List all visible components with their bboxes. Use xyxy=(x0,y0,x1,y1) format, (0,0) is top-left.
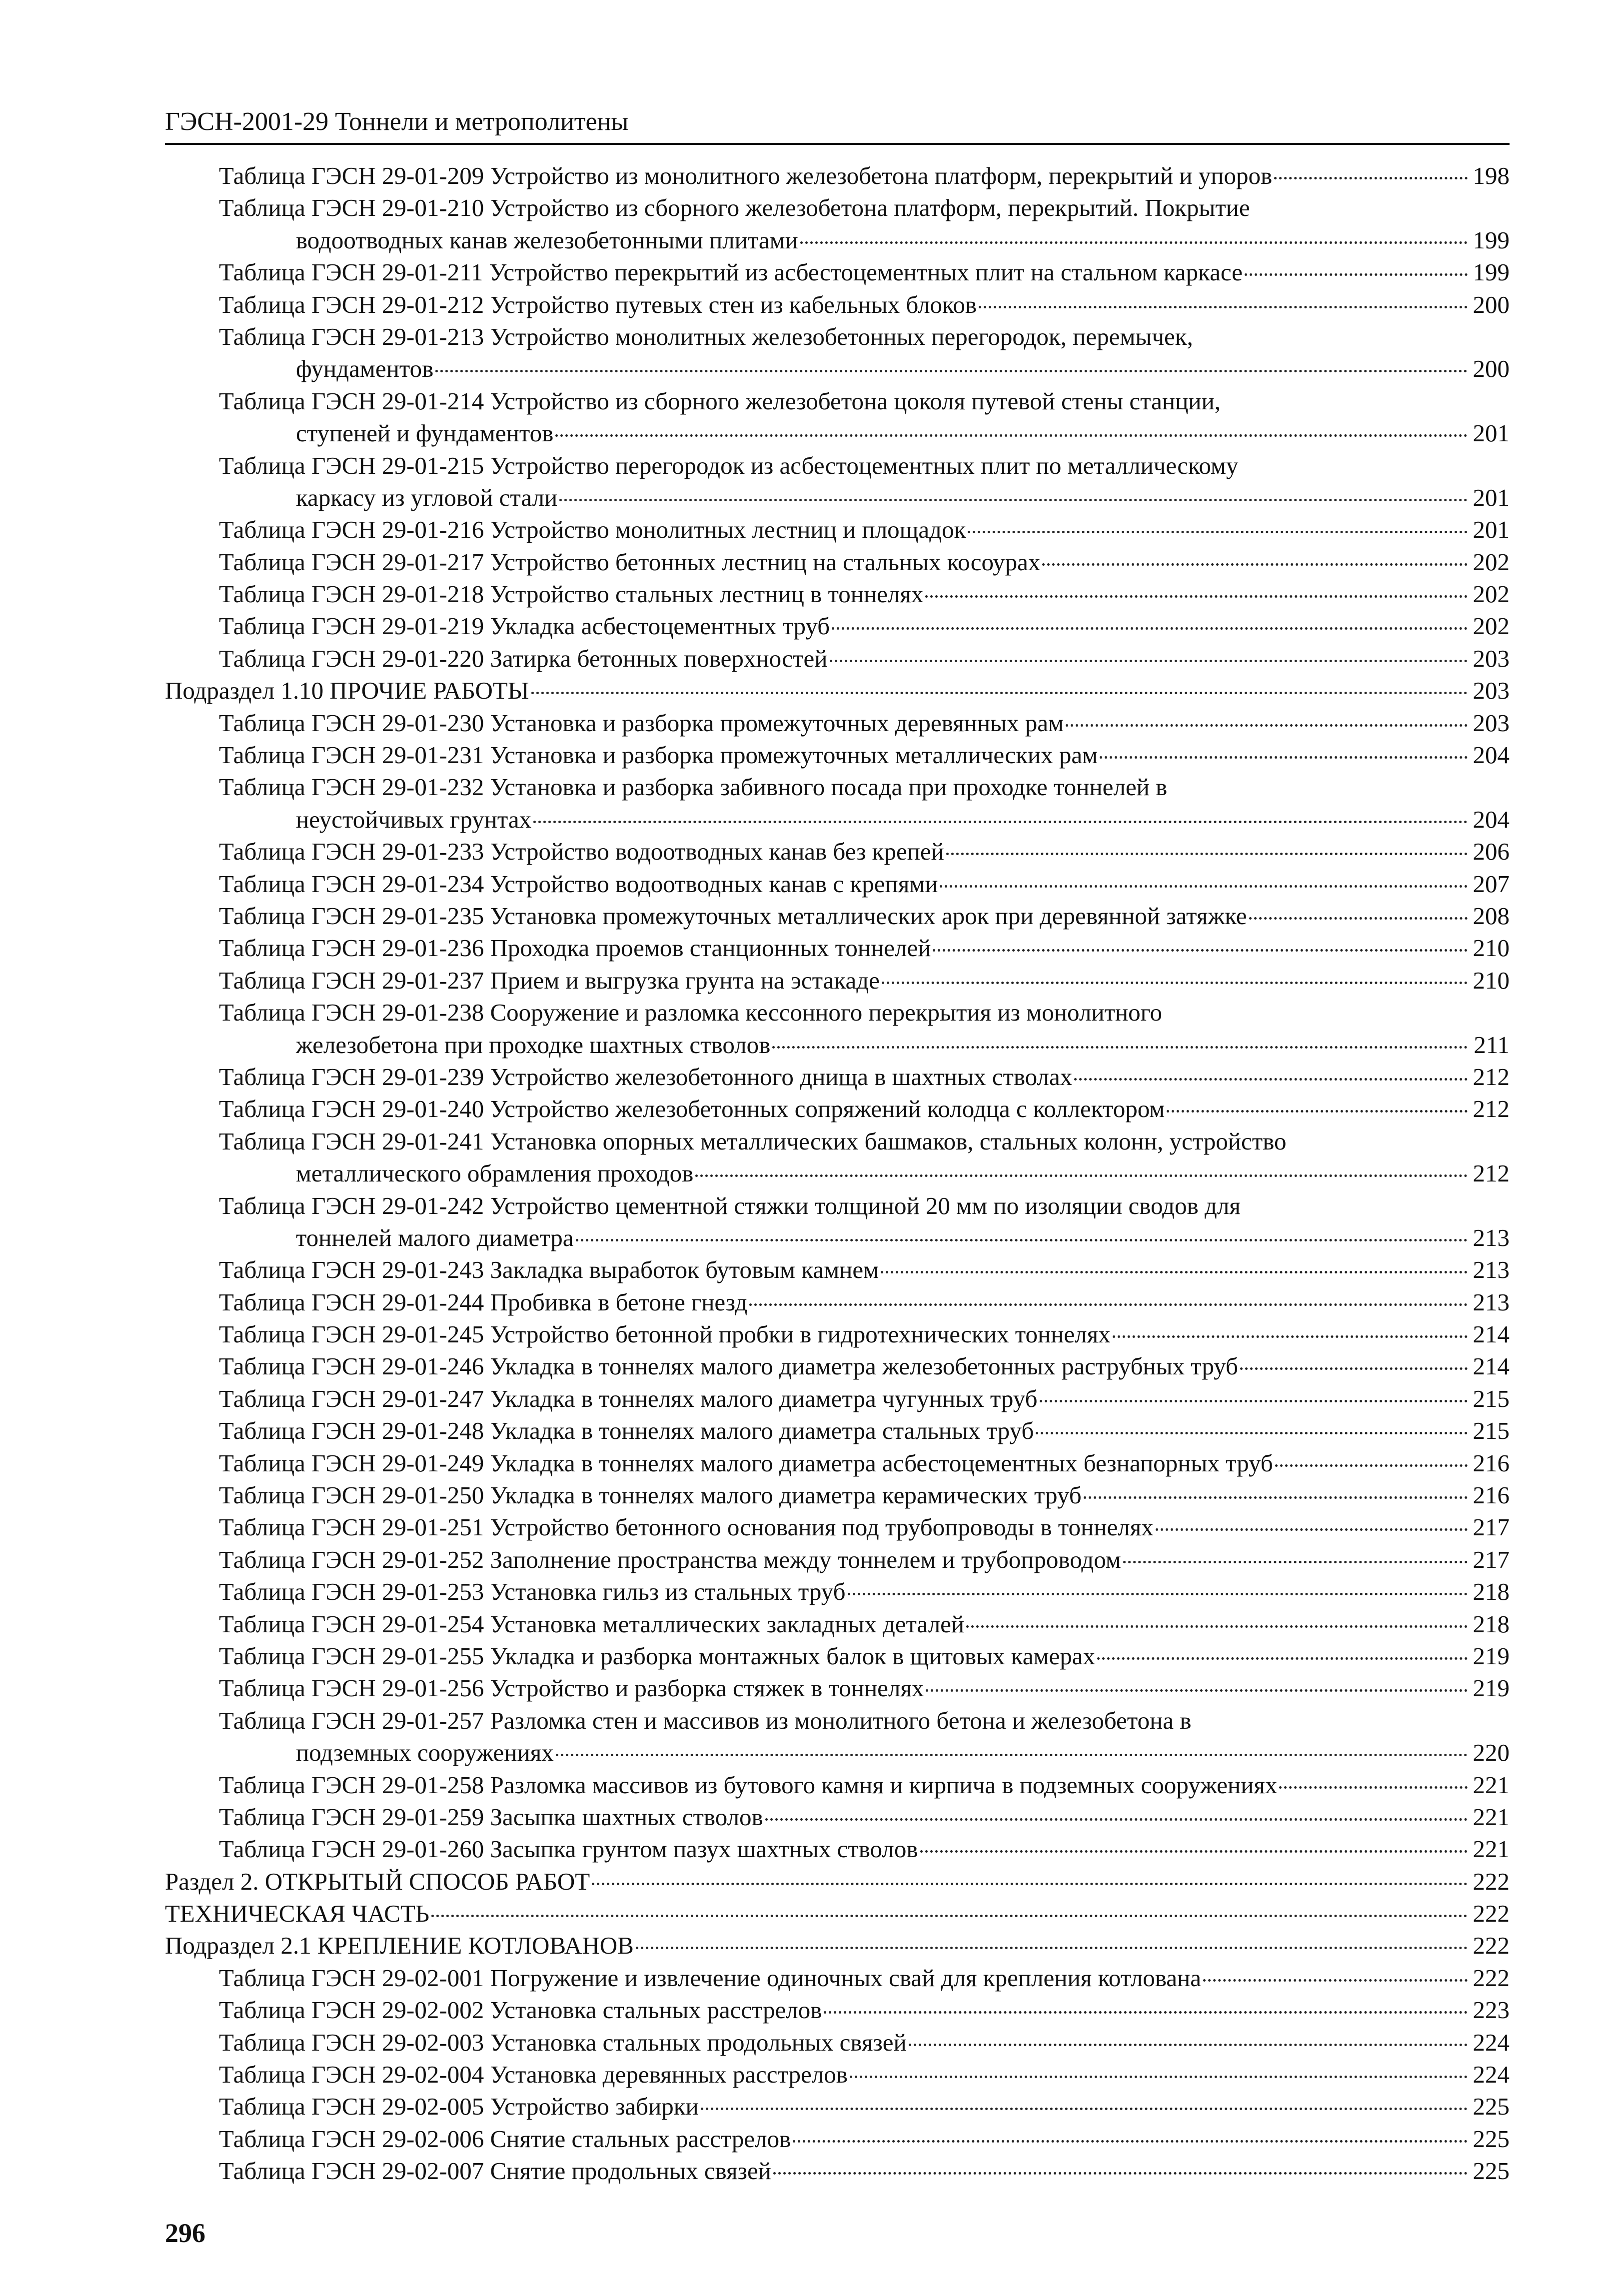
toc-entry xyxy=(165,1930,1510,1962)
toc-entry-page: 201 xyxy=(1473,483,1510,511)
toc-entry xyxy=(165,224,1510,256)
toc-entry-page: 224 xyxy=(1473,2061,1510,2089)
toc-entry-page: 201 xyxy=(1473,516,1510,544)
toc-entry-title: ступеней и фундаментов xyxy=(296,419,554,447)
toc-entry-page: 210 xyxy=(1473,966,1510,994)
dot-leader xyxy=(1097,1657,1468,1660)
toc-entry xyxy=(165,256,1510,288)
dot-leader xyxy=(1040,1400,1468,1402)
toc-entry xyxy=(165,1157,1510,1189)
toc-entry xyxy=(165,932,1510,964)
toc-entry xyxy=(165,1705,1510,1737)
toc-entry-title: Таблица ГЭСН 29-01-231 Установка и разборка промежуточных металлических рам xyxy=(219,741,1098,769)
dot-leader xyxy=(793,2140,1468,2143)
toc-entry xyxy=(165,804,1510,836)
dot-leader xyxy=(592,1883,1468,1885)
toc-entry-title: Таблица ГЭСН 29-01-250 Укладка в тоннелях малого диаметра керамических труб xyxy=(219,1481,1082,1509)
toc-entry-page: 218 xyxy=(1473,1578,1510,1606)
toc-entry-title: Таблица ГЭСН 29-01-253 Установка гильз из стальных труб xyxy=(219,1578,846,1606)
toc-entry-title: Таблица ГЭСН 29-01-215 Устройство перегородок из асбестоцементных плит по металлическому xyxy=(219,451,1239,479)
toc-entry-page: 217 xyxy=(1473,1545,1510,1573)
toc-entry-title: Таблица ГЭСН 29-01-258 Разломка массивов из бутового камня и кирпича в подземных сооружениях xyxy=(219,1771,1278,1799)
toc-entry xyxy=(165,1254,1510,1286)
toc-entry-page: 203 xyxy=(1473,709,1510,737)
toc-entry-title: Таблица ГЭСН 29-01-242 Устройство цементной стяжки толщиной 20 мм по изоляции сводов для xyxy=(219,1191,1241,1219)
toc-entry xyxy=(165,1737,1510,1769)
toc-entry xyxy=(165,771,1510,803)
toc-entry-title: тоннелей малого диаметра xyxy=(296,1223,574,1251)
toc-entry xyxy=(165,546,1510,578)
toc-entry-page: 199 xyxy=(1473,258,1510,286)
toc-entry-title: Таблица ГЭСН 29-01-251 Устройство бетонного основания под трубопроводы в тоннелях xyxy=(219,1513,1154,1541)
toc-entry-page: 216 xyxy=(1473,1481,1510,1509)
dot-leader xyxy=(1203,1979,1468,1982)
toc-entry-page: 220 xyxy=(1473,1739,1510,1767)
toc-entry-title: Таблица ГЭСН 29-01-230 Установка и разборка промежуточных деревянных рам xyxy=(219,709,1064,737)
running-header: ГЭСН-2001-29 Тоннели и метрополитены xyxy=(165,107,629,136)
dot-leader xyxy=(636,1947,1468,1949)
toc-entry xyxy=(165,1029,1510,1061)
toc-entry xyxy=(165,1511,1510,1543)
toc-entry xyxy=(165,1318,1510,1350)
toc-entry-page: 215 xyxy=(1473,1384,1510,1412)
toc-entry-page: 219 xyxy=(1473,1642,1510,1670)
toc-entry-title: водоотводных канав железобетонными плитами xyxy=(296,226,798,254)
dot-leader xyxy=(920,1850,1468,1853)
toc-entry xyxy=(165,1994,1510,2026)
dot-leader xyxy=(926,1689,1468,1692)
dot-leader xyxy=(850,2076,1468,2078)
toc-entry-title: Таблица ГЭСН 29-01-260 Засыпка грунтом пазух шахтных стволов xyxy=(219,1835,918,1863)
dot-leader xyxy=(1279,1786,1468,1789)
toc-entry xyxy=(165,1608,1510,1640)
toc-entry xyxy=(165,514,1510,546)
toc-entry-page: 213 xyxy=(1473,1223,1510,1251)
toc-entry xyxy=(165,1640,1510,1672)
dot-leader xyxy=(1084,1496,1468,1499)
toc-entry-title: Таблица ГЭСН 29-02-005 Устройство забирки xyxy=(219,2093,699,2121)
dot-leader xyxy=(576,1239,1468,1241)
toc-entry-title: Таблица ГЭСН 29-01-236 Проходка проемов станционных тоннелей xyxy=(219,934,931,962)
toc-entry xyxy=(165,1898,1510,1930)
toc-entry-title: Таблица ГЭСН 29-01-219 Укладка асбестоцементных труб xyxy=(219,612,830,640)
dot-leader xyxy=(749,1303,1468,1306)
toc-entry-page: 203 xyxy=(1473,644,1510,672)
toc-entry-page: 202 xyxy=(1473,548,1510,576)
dot-leader xyxy=(1113,1335,1468,1338)
toc-entry-title: Таблица ГЭСН 29-01-257 Разломка стен и массивов из монолитного бетона и железобетона в xyxy=(219,1706,1192,1734)
toc-entry-page: 215 xyxy=(1473,1417,1510,1445)
toc-entry-title: Таблица ГЭСН 29-01-238 Сооружение и разломка кессонного перекрытия из монолитного xyxy=(219,999,1163,1027)
toc-entry-title: Таблица ГЭСН 29-01-233 Устройство водоотводных канав без крепей xyxy=(219,838,944,866)
toc-entry-title: фундаментов xyxy=(296,355,434,383)
toc-entry-title: Таблица ГЭСН 29-01-218 Устройство стальных лестниц в тоннелях xyxy=(219,580,924,608)
toc-entry-page: 212 xyxy=(1473,1159,1510,1187)
toc-entry-title: Таблица ГЭСН 29-01-246 Укладка в тоннелях малого диаметра железобетонных раструбных труб xyxy=(219,1352,1238,1380)
toc-entry-page: 202 xyxy=(1473,580,1510,608)
toc-entry xyxy=(165,1544,1510,1576)
toc-entry xyxy=(165,2123,1510,2155)
toc-entry xyxy=(165,1222,1510,1254)
toc-entry-title: Таблица ГЭСН 29-01-243 Закладка выработок бутовым камнем xyxy=(219,1256,879,1284)
dot-leader xyxy=(881,1271,1468,1273)
toc-entry-page: 212 xyxy=(1473,1095,1510,1123)
dot-leader xyxy=(1275,1464,1468,1467)
toc-entry xyxy=(165,385,1510,417)
dot-leader xyxy=(940,885,1468,888)
page-number: 296 xyxy=(165,2218,205,2248)
toc-entry xyxy=(165,1962,1510,1994)
dot-leader xyxy=(1240,1367,1468,1370)
toc-entry-page: 222 xyxy=(1473,1867,1510,1895)
toc-entry xyxy=(165,1415,1510,1447)
toc-entry xyxy=(165,417,1510,449)
toc-entry xyxy=(165,2091,1510,2123)
toc-entry-title: Таблица ГЭСН 29-01-234 Устройство водоотводных канав с крепями xyxy=(219,870,938,898)
toc-entry-title: Таблица ГЭСН 29-01-259 Засыпка шахтных стволов xyxy=(219,1803,763,1831)
toc-entry xyxy=(165,1126,1510,1157)
toc-entry-page: 217 xyxy=(1473,1513,1510,1541)
toc-entry-title: Таблица ГЭСН 29-02-006 Снятие стальных расстрелов xyxy=(219,2125,791,2153)
toc-entry-title: металлического обрамления проходов xyxy=(296,1159,694,1187)
toc-entry-page: 212 xyxy=(1473,1063,1510,1091)
toc-entry-page: 200 xyxy=(1473,355,1510,383)
toc-entry xyxy=(165,1286,1510,1318)
toc-entry-page: 206 xyxy=(1473,838,1510,866)
toc-entry-title: Таблица ГЭСН 29-01-252 Заполнение пространства между тоннелем и трубопроводом xyxy=(219,1545,1121,1573)
toc-entry-title: Таблица ГЭСН 29-02-004 Установка деревянных расстрелов xyxy=(219,2061,848,2089)
toc-entry-title: Таблица ГЭСН 29-01-247 Укладка в тоннелях малого диаметра чугунных труб xyxy=(219,1384,1038,1412)
toc-entry-page: 204 xyxy=(1473,805,1510,833)
toc-entry xyxy=(165,675,1510,707)
dot-leader xyxy=(966,1625,1468,1628)
toc-entry xyxy=(165,739,1510,771)
toc-entry-page: 201 xyxy=(1473,419,1510,447)
toc-entry xyxy=(165,1350,1510,1382)
dot-leader xyxy=(800,241,1468,244)
table-of-contents xyxy=(165,160,1510,2188)
toc-entry xyxy=(165,160,1510,192)
toc-entry xyxy=(165,997,1510,1029)
toc-entry xyxy=(165,1866,1510,1898)
toc-entry-title: Таблица ГЭСН 29-01-249 Укладка в тоннелях малого диаметра асбестоцементных безнапорных труб xyxy=(219,1449,1273,1477)
toc-entry xyxy=(165,1383,1510,1415)
toc-entry-title: Таблица ГЭСН 29-01-241 Установка опорных металлических башмаков, стальных колонн, устройство xyxy=(219,1127,1287,1155)
toc-entry-title: подземных сооружениях xyxy=(296,1739,554,1767)
dot-leader xyxy=(701,2108,1468,2110)
toc-entry-page: 198 xyxy=(1473,162,1510,189)
toc-entry-page: 207 xyxy=(1473,870,1510,898)
toc-entry-page: 223 xyxy=(1473,1996,1510,2024)
header-rule xyxy=(165,143,1510,145)
dot-leader xyxy=(1249,917,1468,920)
toc-entry xyxy=(165,1061,1510,1093)
toc-entry-title: Таблица ГЭСН 29-01-209 Устройство из монолитного железобетона платформ, перекрытий и упоров xyxy=(219,162,1273,189)
toc-entry-title: Таблица ГЭСН 29-01-212 Устройство путевых стен из кабельных блоков xyxy=(219,290,977,318)
toc-entry-page: 222 xyxy=(1473,1900,1510,1928)
toc-entry-page: 216 xyxy=(1473,1449,1510,1477)
toc-entry xyxy=(165,900,1510,932)
dot-leader xyxy=(830,660,1468,662)
dot-leader xyxy=(882,982,1468,984)
toc-entry xyxy=(165,707,1510,739)
dot-leader xyxy=(925,595,1468,598)
dot-leader xyxy=(531,692,1468,694)
dot-leader xyxy=(909,2044,1468,2046)
toc-entry-page: 222 xyxy=(1473,1964,1510,1992)
toc-entry xyxy=(165,965,1510,997)
toc-entry-page: 202 xyxy=(1473,612,1510,640)
dot-leader xyxy=(1245,273,1468,276)
dot-leader xyxy=(435,370,1468,372)
toc-entry-title: Подраздел 1.10 ПРОЧИЕ РАБОТЫ xyxy=(165,677,529,705)
dot-leader xyxy=(1042,563,1468,566)
toc-entry-page: 219 xyxy=(1473,1674,1510,1702)
toc-entry-title: Таблица ГЭСН 29-01-220 Затирка бетонных поверхностей xyxy=(219,644,828,672)
dot-leader xyxy=(933,949,1468,952)
toc-entry xyxy=(165,1093,1510,1125)
toc-entry xyxy=(165,836,1510,868)
toc-entry-page: 221 xyxy=(1473,1835,1510,1863)
toc-entry xyxy=(165,1769,1510,1801)
toc-entry-title: Таблица ГЭСН 29-01-216 Устройство монолитных лестниц и площадок xyxy=(219,516,966,544)
toc-entry-title: Таблица ГЭСН 29-01-235 Установка промежуточных металлических арок при деревянной затяжке xyxy=(219,902,1247,930)
toc-entry xyxy=(165,2155,1510,2187)
toc-entry xyxy=(165,321,1510,353)
toc-entry-title: Таблица ГЭСН 29-01-237 Прием и выгрузка грунта на эстакаде xyxy=(219,966,880,994)
toc-entry-page: 222 xyxy=(1473,1932,1510,1960)
toc-entry-page: 203 xyxy=(1473,677,1510,705)
toc-entry-title: Таблица ГЭСН 29-02-003 Установка стальных продольных связей xyxy=(219,2028,907,2056)
toc-entry xyxy=(165,353,1510,385)
dot-leader xyxy=(1036,1432,1468,1434)
toc-entry-title: Таблица ГЭСН 29-01-240 Устройство железобетонных сопряжений колодца с коллектором xyxy=(219,1095,1165,1123)
toc-entry-title: Таблица ГЭСН 29-01-245 Устройство бетонной пробки в гидротехнических тоннелях xyxy=(219,1320,1111,1348)
dot-leader xyxy=(968,531,1468,533)
toc-entry-page: 224 xyxy=(1473,2028,1510,2056)
toc-entry-title: Таблица ГЭСН 29-01-255 Укладка и разборка монтажных балок в щитовых камерах xyxy=(219,1642,1095,1670)
toc-entry-title: Таблица ГЭСН 29-01-248 Укладка в тоннелях малого диаметра стальных труб xyxy=(219,1417,1034,1445)
toc-entry xyxy=(165,610,1510,642)
dot-leader xyxy=(772,1046,1468,1049)
dot-leader xyxy=(1100,756,1468,759)
dot-leader xyxy=(1274,177,1468,179)
toc-entry-title: Таблица ГЭСН 29-01-217 Устройство бетонных лестниц на стальных косоурах xyxy=(219,548,1041,576)
dot-leader xyxy=(533,821,1468,823)
dot-leader xyxy=(773,2172,1468,2175)
toc-entry xyxy=(165,1801,1510,1833)
dot-leader xyxy=(1123,1561,1468,1563)
toc-entry-title: Таблица ГЭСН 29-02-002 Установка стальных расстрелов xyxy=(219,1996,822,2024)
toc-entry-title: Таблица ГЭСН 29-01-214 Устройство из сборного железобетона цоколя путевой стены станции, xyxy=(219,387,1221,415)
toc-entry-page: 208 xyxy=(1473,902,1510,930)
toc-entry-title: неустойчивых грунтах xyxy=(296,805,532,833)
toc-entry-page: 214 xyxy=(1473,1352,1510,1380)
toc-entry xyxy=(165,868,1510,900)
dot-leader xyxy=(848,1593,1468,1595)
toc-entry-page: 213 xyxy=(1473,1288,1510,1316)
toc-entry-page: 200 xyxy=(1473,290,1510,318)
toc-entry-title: Таблица ГЭСН 29-01-244 Пробивка в бетоне гнезд xyxy=(219,1288,748,1316)
dot-leader xyxy=(1167,1110,1468,1113)
toc-entry-title: Таблица ГЭСН 29-01-213 Устройство монолитных железобетонных перегородок, перемычек, xyxy=(219,322,1193,350)
toc-entry-title: железобетона при проходке шахтных стволов xyxy=(296,1031,771,1059)
toc-entry xyxy=(165,482,1510,514)
dot-leader xyxy=(832,627,1468,630)
dot-leader xyxy=(824,2011,1468,2014)
toc-entry-title: Подраздел 2.1 КРЕПЛЕНИЕ КОТЛОВАНОВ xyxy=(165,1932,634,1960)
toc-entry xyxy=(165,2059,1510,2091)
toc-entry-page: 199 xyxy=(1473,226,1510,254)
toc-entry xyxy=(165,289,1510,321)
toc-entry-title: Таблица ГЭСН 29-01-256 Устройство и разборка стяжек в тоннелях xyxy=(219,1674,924,1702)
toc-entry xyxy=(165,192,1510,224)
toc-entry xyxy=(165,1672,1510,1704)
toc-entry xyxy=(165,578,1510,610)
toc-entry xyxy=(165,1447,1510,1479)
toc-entry-title: каркасу из угловой стали xyxy=(296,483,558,511)
toc-entry-page: 204 xyxy=(1473,741,1510,769)
toc-entry xyxy=(165,1833,1510,1865)
toc-entry-page: 211 xyxy=(1474,1031,1510,1059)
toc-entry-title: Таблица ГЭСН 29-01-210 Устройство из сборного железобетона платформ, перекрытий. Покрытие xyxy=(219,194,1250,222)
dot-leader xyxy=(979,306,1468,308)
toc-entry-page: 221 xyxy=(1473,1771,1510,1799)
dot-leader xyxy=(555,434,1468,437)
toc-entry-title: Раздел 2. ОТКРЫТЫЙ СПОСОБ РАБОТ xyxy=(165,1867,590,1895)
toc-entry-page: 225 xyxy=(1473,2093,1510,2121)
toc-entry-title: Таблица ГЭСН 29-01-254 Установка металлических закладных деталей xyxy=(219,1610,965,1638)
toc-entry-page: 225 xyxy=(1473,2125,1510,2153)
toc-entry-title: Таблица ГЭСН 29-02-007 Снятие продольных связей xyxy=(219,2157,771,2185)
toc-entry xyxy=(165,450,1510,482)
dot-leader xyxy=(946,853,1468,855)
toc-entry-title: Таблица ГЭСН 29-02-001 Погружение и извлечение одиночных свай для крепления котлована xyxy=(219,1964,1202,1992)
toc-entry-page: 210 xyxy=(1473,934,1510,962)
dot-leader xyxy=(695,1174,1468,1177)
dot-leader xyxy=(1066,724,1468,727)
dot-leader xyxy=(765,1818,1468,1821)
toc-entry xyxy=(165,1576,1510,1608)
toc-entry-title: Таблица ГЭСН 29-01-239 Устройство железобетонного днища в шахтных стволах xyxy=(219,1063,1073,1091)
dot-leader xyxy=(1074,1078,1468,1081)
toc-entry-page: 213 xyxy=(1473,1256,1510,1284)
dot-leader xyxy=(559,499,1468,501)
toc-entry-title: ТЕХНИЧЕСКАЯ ЧАСТЬ xyxy=(165,1900,430,1928)
toc-entry xyxy=(165,643,1510,675)
toc-entry-title: Таблица ГЭСН 29-01-211 Устройство перекрытий из асбестоцементных плит на стальном каркасе xyxy=(219,258,1243,286)
dot-leader xyxy=(431,1915,1468,1917)
toc-entry xyxy=(165,1479,1510,1511)
toc-entry-title: Таблица ГЭСН 29-01-232 Установка и разборка забивного посада при проходке тоннелей в xyxy=(219,773,1168,801)
toc-entry xyxy=(165,2027,1510,2059)
toc-entry-page: 214 xyxy=(1473,1320,1510,1348)
toc-entry-page: 218 xyxy=(1473,1610,1510,1638)
dot-leader xyxy=(1156,1528,1468,1531)
toc-entry xyxy=(165,1190,1510,1222)
toc-entry-page: 221 xyxy=(1473,1803,1510,1831)
dot-leader xyxy=(556,1754,1468,1756)
toc-entry-page: 225 xyxy=(1473,2157,1510,2185)
